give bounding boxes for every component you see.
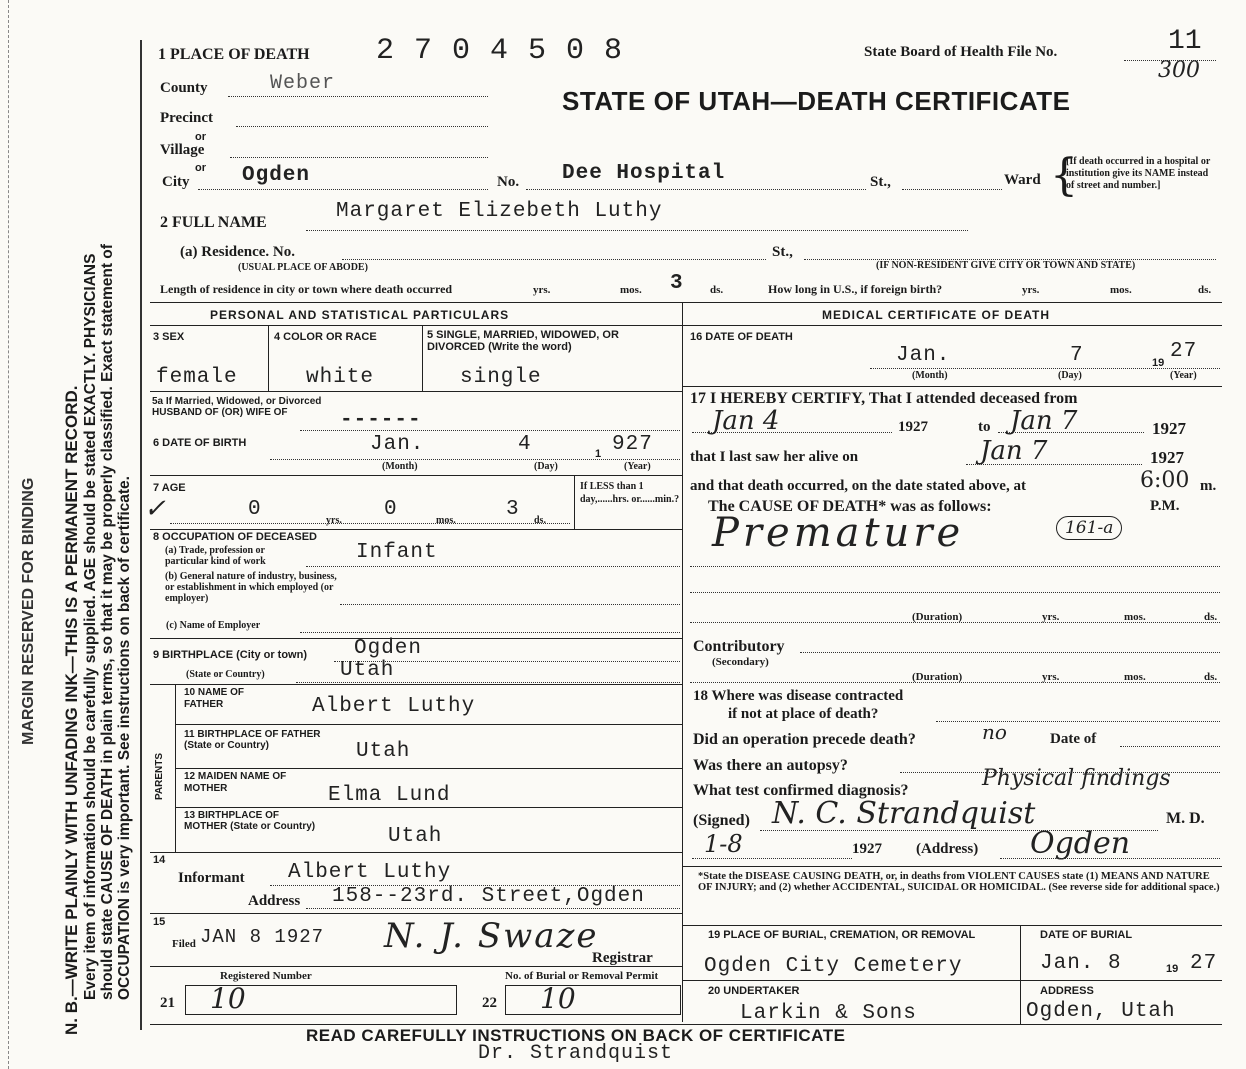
instructions-footer: READ CAREFULLY INSTRUCTIONS ON BACK OF CERTIFICATE: [306, 1026, 846, 1045]
street-label: St.,: [870, 174, 891, 190]
state-file-label: State Board of Health File No.: [864, 44, 1058, 60]
age-label: 7 AGE: [153, 482, 186, 494]
race-value: white: [306, 366, 375, 389]
undertaker-address-label: ADDRESS: [1040, 985, 1094, 997]
signed-date: 1-8: [704, 830, 743, 858]
occupation-sub-b: (b) General nature of industry, business, or establishment in which employed (or employer): [165, 571, 337, 604]
occupation-sub-a: (a) Trade, profession or particular kind of work: [165, 545, 266, 567]
street-no-value: Dee Hospital: [562, 162, 726, 185]
birthplace-state-label: (State or Country): [186, 669, 265, 680]
contributory-label: Contributory: [693, 638, 785, 655]
state-file-sub: 300: [1158, 58, 1200, 83]
cause-code: 161-a: [1056, 516, 1122, 540]
birthplace-label: 9 BIRTHPLACE (City or town): [153, 649, 307, 661]
sex-value: female: [156, 366, 238, 389]
burial-place-label: 19 PLACE OF BURIAL, CREMATION, OR REMOVAL: [708, 929, 976, 941]
age-days: 3: [506, 498, 520, 521]
certificate-number: 2 7 0 4 5 0 8: [376, 34, 624, 68]
death-time: 6:00: [1140, 468, 1190, 493]
cause-label: The CAUSE OF DEATH* was as follows:: [708, 498, 992, 515]
registrar-label: Registrar: [592, 950, 653, 966]
margin-instruction-line-4: OCCUPATION is very important. See instructions on back of certificate.: [116, 476, 133, 1000]
length-of-residence-label: Length of residence in city or town where death occurred: [160, 282, 453, 296]
burial-permit-box: [505, 985, 681, 1015]
dob-day: 4: [518, 433, 532, 456]
undertaker-value: Larkin & Sons: [740, 1002, 917, 1025]
sex-label: 3 SEX: [153, 331, 185, 343]
filed-label: Filed: [172, 938, 196, 950]
disease-contracted-sub: if not at place of death?: [728, 706, 879, 722]
informant-address-value: 158--23rd. Street,Ogden: [332, 885, 645, 908]
last-saw-label: that I last saw her alive on: [690, 449, 859, 465]
race-label: 4 COLOR OR RACE: [274, 331, 377, 343]
informant-label: Informant: [178, 870, 245, 886]
filed-stamp: JAN 8 1927: [200, 926, 325, 948]
mother-name-label: 12 MAIDEN NAME OF MOTHER: [184, 771, 287, 794]
undertaker-label: 20 UNDERTAKER: [708, 985, 800, 997]
grid-top-rule: [150, 302, 1222, 303]
age-check: ✓: [144, 494, 166, 524]
signed-label: (Signed): [693, 812, 750, 829]
full-name-value: Margaret Elizebeth Luthy: [336, 200, 663, 223]
registered-number-value: 10: [210, 982, 246, 1015]
street-no-label: No.: [497, 174, 520, 190]
physician-address: Ogden: [1030, 826, 1131, 861]
parents-label: PARENTS: [154, 752, 165, 800]
margin-instruction-line-3: should state CAUSE OF DEATH in plain terms, so that it may be properly classified. Exact statement of: [99, 244, 116, 1000]
dob-year: 927: [612, 433, 653, 456]
age-years: 0: [248, 498, 262, 521]
medical-section-title: MEDICAL CERTIFICATE OF DEATH: [822, 308, 1050, 322]
father-birthplace-label: 11 BIRTHPLACE OF FATHER (State or Country): [184, 729, 321, 751]
operation-label: Did an operation precede death?: [693, 731, 916, 748]
margin-rule: [140, 40, 142, 1030]
birthplace-city: Ogden: [354, 637, 423, 660]
marital-value: single: [460, 366, 542, 389]
date-of-death-label: 16 DATE OF DEATH: [690, 331, 793, 343]
test-label: What test confirmed diagnosis?: [693, 782, 909, 799]
county-label: County: [160, 80, 208, 96]
last-saw-date: Jan 7: [980, 436, 1048, 466]
burial-permit-value: 10: [540, 982, 576, 1015]
informant-address-label: Address: [248, 893, 301, 909]
disease-contracted-label: 18 Where was disease contracted: [693, 688, 904, 704]
burial-date-value: Jan. 8: [1040, 952, 1122, 975]
city-label: City: [162, 174, 190, 190]
village-label: Village: [160, 142, 205, 158]
occupation-value: Infant: [356, 541, 438, 564]
how-long-in-us-label: How long in U.S., if foreign birth?: [768, 282, 943, 296]
death-occurred-label: and that death occurred, on the date stated above, at: [690, 478, 1026, 494]
age-months: 0: [384, 498, 398, 521]
certify-label: 17 I HEREBY CERTIFY, That I attended deceased from: [690, 390, 1078, 407]
margin-edge: [8, 0, 9, 1069]
binding-margin-text: MARGIN RESERVED FOR BINDING: [20, 477, 37, 745]
residence-sub-label: (USUAL PLACE OF ABODE): [238, 262, 368, 273]
attended-from: Jan 4: [712, 406, 780, 436]
registered-number-label: Registered Number: [220, 970, 312, 982]
operation-value: no: [982, 720, 1007, 744]
registrar-signature: N. J. Swaze: [384, 916, 599, 956]
husband-wife-value: ------: [340, 409, 422, 432]
occupation-label: 8 OCCUPATION OF DECEASED: [153, 531, 317, 543]
state-file-number: 11: [1168, 26, 1202, 57]
attended-to: Jan 7: [1010, 406, 1078, 436]
county-value: Weber: [270, 72, 336, 95]
ward-label: Ward: [1004, 172, 1041, 188]
test-value: Physical findings: [982, 766, 1171, 791]
violent-causes-note: *State the DISEASE CAUSING DEATH, or, in deaths from VIOLENT CAUSES state (1) MEANS AND NATURE OF INJURY; and (2) whether ACCIDENTAL, SUICIDAL OR HOMICIDAL. (See reverse side for additional space.): [698, 871, 1220, 893]
full-name-label: 2 FULL NAME: [160, 214, 267, 231]
marital-label: 5 SINGLE, MARRIED, WIDOWED, OR DIVORCED (Write the word): [427, 329, 619, 353]
dob-month: Jan.: [370, 433, 425, 456]
burial-year: 27: [1190, 952, 1218, 975]
date-of-label: Date of: [1050, 731, 1097, 747]
dod-year: 27: [1170, 340, 1198, 363]
ward-note: [If death occurred in a hospital or institution give its NAME instead of street and number.]: [1066, 156, 1211, 191]
husband-wife-label: 5a If Married, Widowed, or Divorced HUSBAND OF (OR) WIFE OF: [152, 396, 322, 418]
burial-permit-label: No. of Burial or Removal Permit: [505, 970, 659, 982]
autopsy-label: Was there an autopsy?: [693, 757, 848, 774]
informant-value: Albert Luthy: [288, 861, 452, 884]
father-name-value: Albert Luthy: [312, 695, 476, 718]
date-of-birth-label: 6 DATE OF BIRTH: [153, 437, 247, 449]
less-than-day-label: If LESS than 1 day,......hrs. or......min.?: [580, 481, 680, 505]
mother-birthplace-label: 13 BIRTHPLACE OF MOTHER (State or Country): [184, 810, 316, 832]
ward-brace: {: [1050, 150, 1078, 201]
burial-date-label: DATE OF BURIAL: [1040, 929, 1133, 941]
nonresident-note: (IF NON-RESIDENT GIVE CITY OR TOWN AND STATE): [876, 260, 1136, 271]
nb-instruction-line: N. B.—WRITE PLAINLY WITH UNFADING INK—THIS IS A PERMANENT RECORD.: [62, 385, 81, 1035]
burial-place-value: Ogden City Cemetery: [704, 955, 963, 978]
mother-birthplace-value: Utah: [388, 825, 443, 848]
pm-label: P.M.: [1150, 498, 1180, 514]
mother-name-value: Elma Lund: [328, 784, 451, 807]
grid-center-divider: [682, 302, 683, 1022]
dod-day: 7: [1070, 344, 1084, 367]
residence-days-value: 3: [670, 272, 684, 295]
dod-month: Jan.: [896, 344, 951, 367]
undertaker-address-value: Ogden, Utah: [1026, 1000, 1176, 1023]
residence-label: (a) Residence. No.: [180, 244, 295, 260]
place-of-death-label: 1 PLACE OF DEATH: [158, 46, 310, 63]
father-birthplace-value: Utah: [356, 740, 411, 763]
personal-section-title: PERSONAL AND STATISTICAL PARTICULARS: [210, 308, 510, 322]
father-name-label: 10 NAME OF FATHER: [184, 687, 245, 710]
physician-signature: N. C. Strandquist: [772, 796, 1036, 831]
birthplace-state: Utah: [340, 659, 395, 682]
certificate-title: STATE OF UTAH—DEATH CERTIFICATE: [562, 86, 1071, 116]
doctor-stamp: Dr. Strandquist: [478, 1042, 674, 1065]
city-value: Ogden: [242, 164, 311, 187]
precinct-label: Precinct: [160, 110, 214, 126]
margin-instruction-line-2: Every item of information should be carefully supplied. AGE should be stated EXACTLY. PHYSICIANS: [82, 253, 99, 1000]
residence-st-label: St.,: [772, 244, 793, 260]
cause-of-death-value: Premature: [712, 510, 965, 556]
employer-label: (c) Name of Employer: [166, 620, 261, 631]
